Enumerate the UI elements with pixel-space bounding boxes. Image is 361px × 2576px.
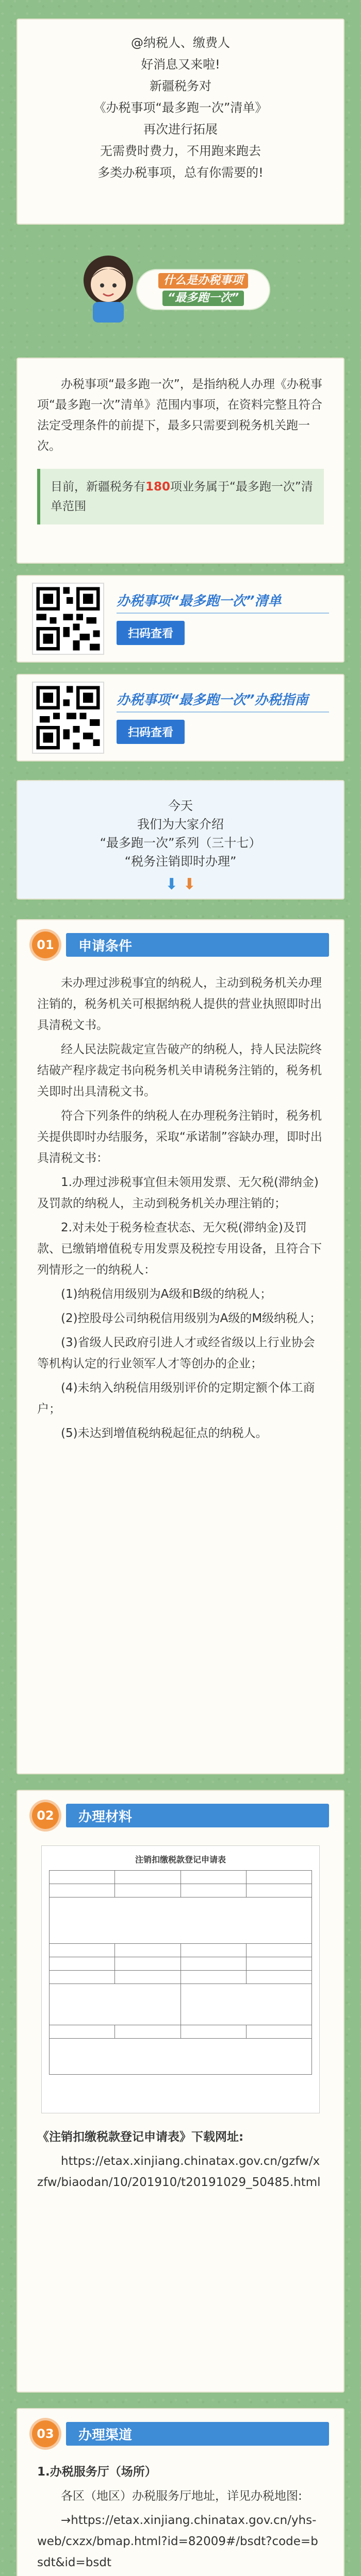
channel-title: 1.办税服务厅（场所） [37,2465,157,2479]
paragraph: 符合下列条件的纳税人在办理税务注销时，税务机关提供即时办结服务，采取“承诺制”容缺办理，即时出具清税文书： [37,1109,322,1165]
download-title: 《注销扣缴税款登记申请表》下载网址: [37,2130,244,2144]
banner-line: “最多跑一次” [162,291,244,306]
today-line: “税务注销即时办理” [124,854,237,869]
section-header [18,1791,343,1840]
intro-line: 无需费时费力，不用跑来跑去 [100,144,261,158]
today-line: “最多跑一次”系列（三十七） [100,836,261,850]
down-arrow-icon: ⬇ [165,875,178,893]
section-materials [17,1790,344,2393]
qr-info [117,692,329,744]
section-number-badge: 02 [32,1802,59,1829]
paragraph: (3)省级人民政府引进人才或经省级以上行业协会等机构认定的行业领军人才等创办的企业； [37,1336,315,1370]
section-number-badge: 01 [32,931,59,958]
intro-line: 《办税事项“最多跑一次”清单》 [93,100,268,115]
channel-link[interactable]: →https://etax.xinjiang.chinatax.gov.cn/yhs-web/cxzx/bmap.html?id=82009#/bsdt?code=bsdt&id=bsdt [37,2514,318,2569]
notice-pre: 目前，新疆税务有 [51,480,145,494]
down-arrows [18,877,343,892]
what-is-banner [136,269,270,310]
section-channels [17,2408,344,2576]
section-number-badge: 03 [32,2420,59,2447]
paragraph: (4)未纳入纳税信用级别评价的定期定额个体工商户； [37,1381,315,1416]
intro-line: 多类办税事项，总有你需要的! [97,165,264,180]
intro-line: 再次进行拓展 [143,122,218,137]
qr-code-icon[interactable] [32,583,104,655]
section-body [18,2459,343,2576]
notice-box [37,469,324,524]
paragraph: (2)控股母公司纳税信用级别为A级的M级纳税人； [61,1312,322,1325]
paragraph: 2.对未处于税务检查状态、无欠税(滞纳金)及罚款、已缴销增值税专用发票及税控专用设备，且符合下列情形之一的纳税人： [37,1221,322,1277]
section-header [18,920,343,970]
form-title: 注销扣缴税款登记申请表 [135,1855,226,1865]
notice-number: 180 [145,480,171,494]
down-arrow-icon: ⬇ [183,875,196,893]
today-line: 今天 [168,799,193,813]
qr-card [17,575,344,663]
section-title: 办理材料 [66,1804,329,1827]
paragraph: 1.办理过涉税事宜但未领用发票、无欠税(滞纳金)及罚款的纳税人，主动到税务机关办理注销的； [37,1176,319,1210]
paragraph: (5)未达到增值税纳税起征点的纳税人。 [61,1427,268,1440]
download-link[interactable]: https://etax.xinjiang.chinatax.gov.cn/gzfw/xzfw/biaodan/10/201910/t20191029_50485.html [37,2155,321,2189]
form-image [41,1845,320,2113]
paragraph: 经人民法院裁定宣告破产的纳税人，持人民法院终结破产程序裁定书向税务机关申请税务注销的，税务机关即时出具清税文书。 [37,1043,322,1098]
intro-line: 好消息又来啦! [141,57,220,72]
intro-card [17,19,344,225]
section-body [18,970,343,1463]
section-header [18,2409,343,2459]
form-table [49,1870,312,2075]
qr-title: 办税事项“最多跑一次”清单 [117,593,329,614]
scan-button[interactable]: 扫码查看 [117,720,185,744]
avatar-illustration [77,248,139,326]
today-line: 我们为大家介绍 [137,817,224,832]
section-conditions [17,919,344,1774]
qr-code-icon[interactable] [32,682,104,754]
section-title: 办理渠道 [66,2422,329,2446]
definition-card [17,358,344,564]
section-body [18,1840,343,2212]
today-card [17,780,344,900]
paragraph: 未办理过涉税事宜的纳税人，主动到税务机关办理注销的，税务机关可根据纳税人提供的营业执照即时出具清税文书。 [37,976,322,1032]
question-banner-row [17,244,344,358]
notice-post: 项业务属于“最多跑一次”清单范围 [51,480,313,513]
banner-line: 什么是办税事项 [158,273,248,289]
qr-card [17,674,344,761]
scan-button[interactable]: 扫码查看 [117,621,185,645]
qr-info [117,593,329,645]
intro-line: @纳税人、缴费人 [131,36,230,50]
paragraph: (1)纳税信用级别为A级和B级的纳税人； [61,1287,272,1301]
qr-title: 办税事项“最多跑一次”办税指南 [117,692,329,713]
definition-text: 办税事项“最多跑一次”，是指纳税人办理《办税事项“最多跑一次”清单》范围内事项，在资料完整且符合法定受理条件的前提下，最多只需要到税务机关跑一次。 [37,378,322,453]
section-title: 申请条件 [66,933,329,957]
intro-line: 新疆税务对 [150,79,211,93]
channel-text: 各区（地区）办税服务厅地址，详见办税地图: [61,2489,302,2503]
